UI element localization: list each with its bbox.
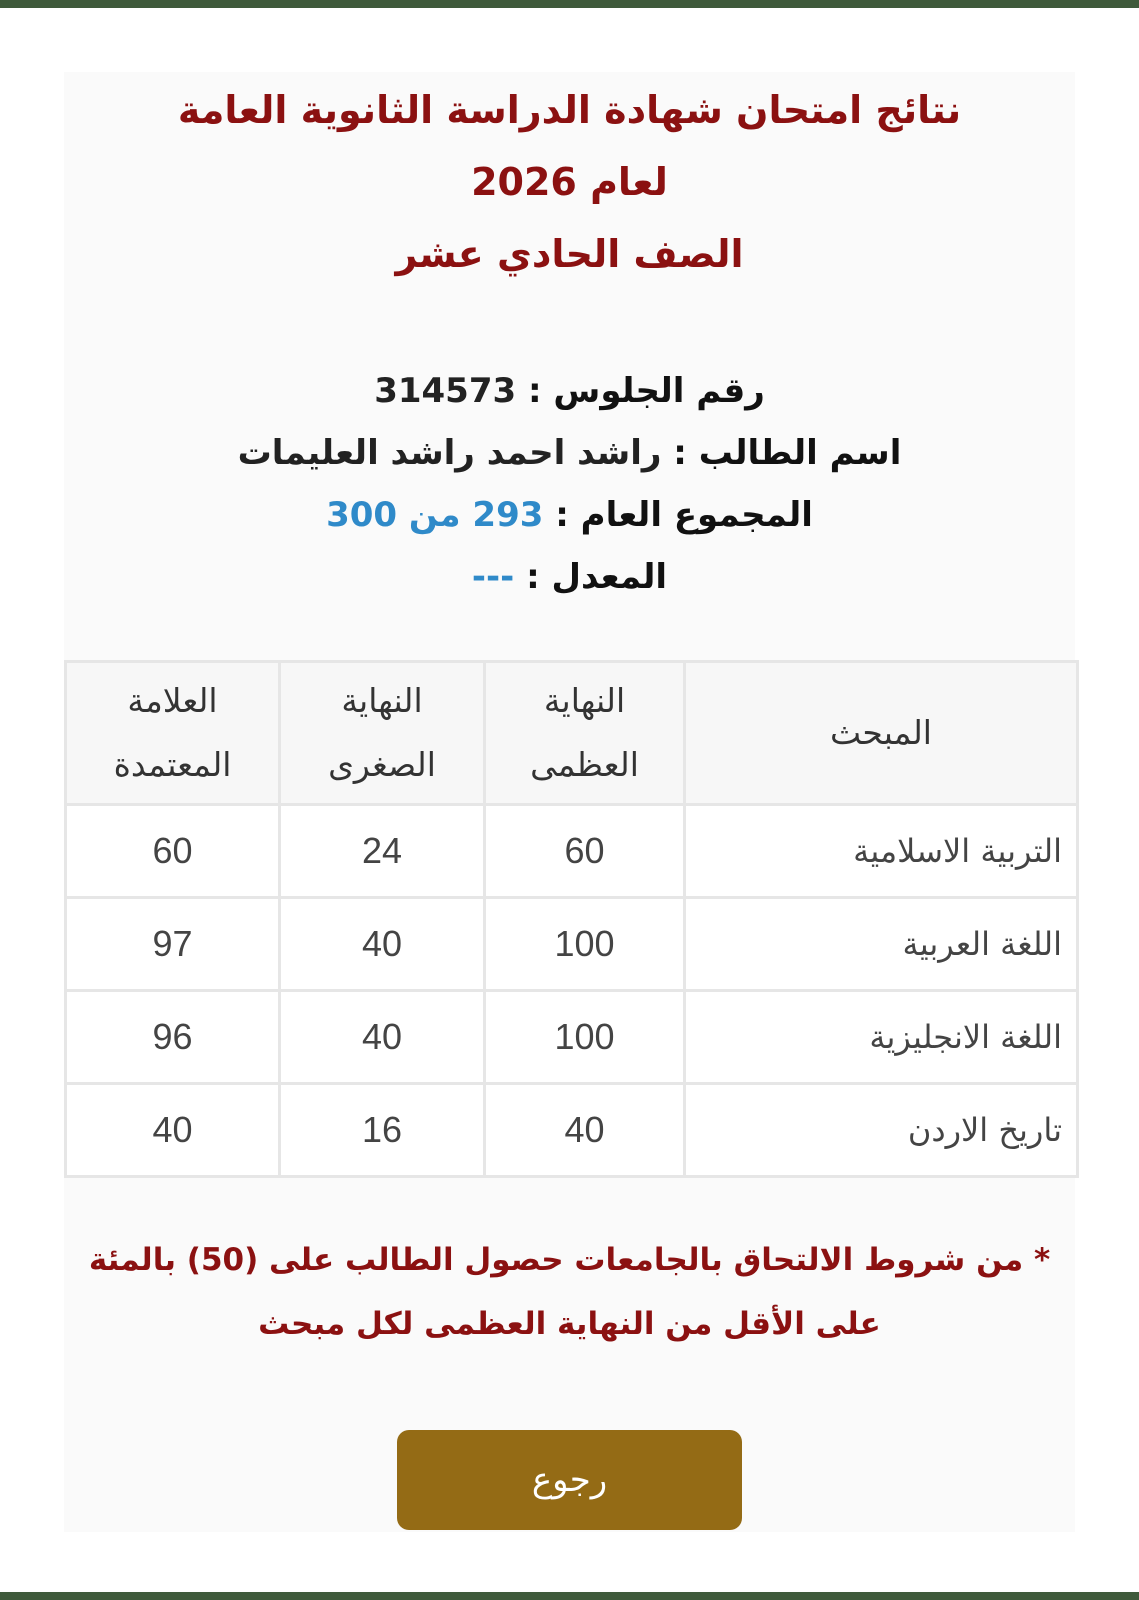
subject-cell: اللغة العربية (685, 898, 1078, 991)
grades-table (64, 660, 1079, 1178)
max-cell: 100 (485, 898, 685, 991)
admission-note (64, 1228, 1075, 1356)
bottom-frame-bar (0, 1592, 1139, 1600)
total-row (64, 484, 1075, 546)
min-cell: 24 (280, 805, 485, 898)
page-title (64, 74, 1075, 290)
student-info (64, 360, 1075, 608)
student-name-row (64, 422, 1075, 484)
header-subject: المبحث (685, 662, 1078, 805)
min-cell: 40 (280, 991, 485, 1084)
title-line-3: الصف الحادي عشر (395, 232, 744, 276)
table-header-row (66, 662, 1078, 805)
min-cell: 16 (280, 1084, 485, 1177)
average-value: --- (471, 557, 515, 597)
header-approved-mark: العلامة المعتمدة (66, 662, 280, 805)
table-row (66, 1084, 1078, 1177)
max-cell: 100 (485, 991, 685, 1084)
total-value: 293 من 300 (326, 495, 544, 535)
table-row (66, 805, 1078, 898)
student-name-value: راشد احمد راشد العليمات (237, 433, 662, 473)
student-name-label: اسم الطالب : (673, 433, 902, 473)
note-line-1: * من شروط الالتحاق بالجامعات حصول الطالب على (50) بالمئة (88, 1242, 1051, 1278)
mark-cell: 40 (66, 1084, 280, 1177)
table-row (66, 991, 1078, 1084)
average-label: المعدل : (526, 557, 668, 597)
back-button[interactable]: رجوع (397, 1430, 742, 1530)
subject-cell: تاريخ الاردن (685, 1084, 1078, 1177)
header-max-mark: النهاية العظمى (485, 662, 685, 805)
top-frame-bar (0, 0, 1139, 8)
mark-cell: 97 (66, 898, 280, 991)
subject-cell: التربية الاسلامية (685, 805, 1078, 898)
mark-cell: 96 (66, 991, 280, 1084)
title-line-1: نتائج امتحان شهادة الدراسة الثانوية العامة (177, 88, 962, 132)
table-row (66, 898, 1078, 991)
note-line-2: على الأقل من النهاية العظمى لكل مبحث (258, 1306, 881, 1342)
title-line-2: لعام 2026 (471, 160, 668, 204)
seat-number-value: 314573 (374, 371, 517, 411)
total-label: المجموع العام : (555, 495, 813, 535)
min-cell: 40 (280, 898, 485, 991)
subject-cell: اللغة الانجليزية (685, 991, 1078, 1084)
max-cell: 40 (485, 1084, 685, 1177)
header-min-mark: النهاية الصغرى (280, 662, 485, 805)
max-cell: 60 (485, 805, 685, 898)
seat-number-row (64, 360, 1075, 422)
seat-number-label: رقم الجلوس : (527, 371, 765, 411)
mark-cell: 60 (66, 805, 280, 898)
average-row (64, 546, 1075, 608)
